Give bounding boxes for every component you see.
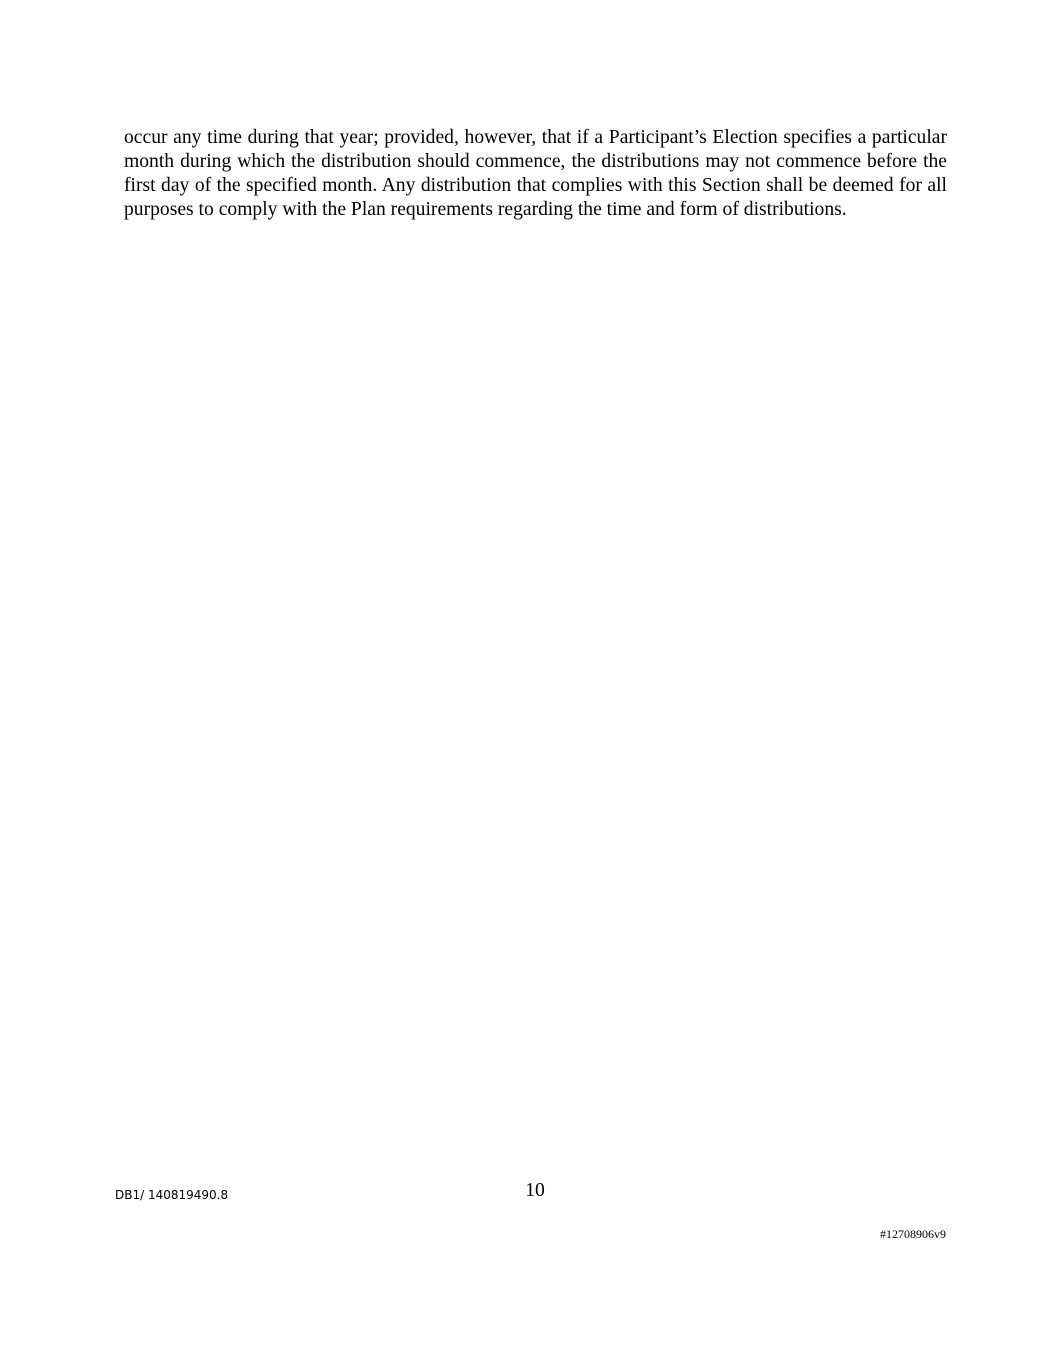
footer-version-id: #12708906v9 <box>880 1227 946 1241</box>
footer-document-id: DB1/ 140819490.8 <box>115 1188 229 1202</box>
body-paragraph: occur any time during that year; provided, however, that if a Participant’s Election specifies a particular month during which the distribution should commence, the distributions may not commence before the first day of the specified month. Any distribution that complies with this Section shall be deemed for all purposes to comply with the Plan requirements regarding the time and form of distributions. <box>124 127 947 220</box>
page-number: 10 <box>525 1180 545 1201</box>
